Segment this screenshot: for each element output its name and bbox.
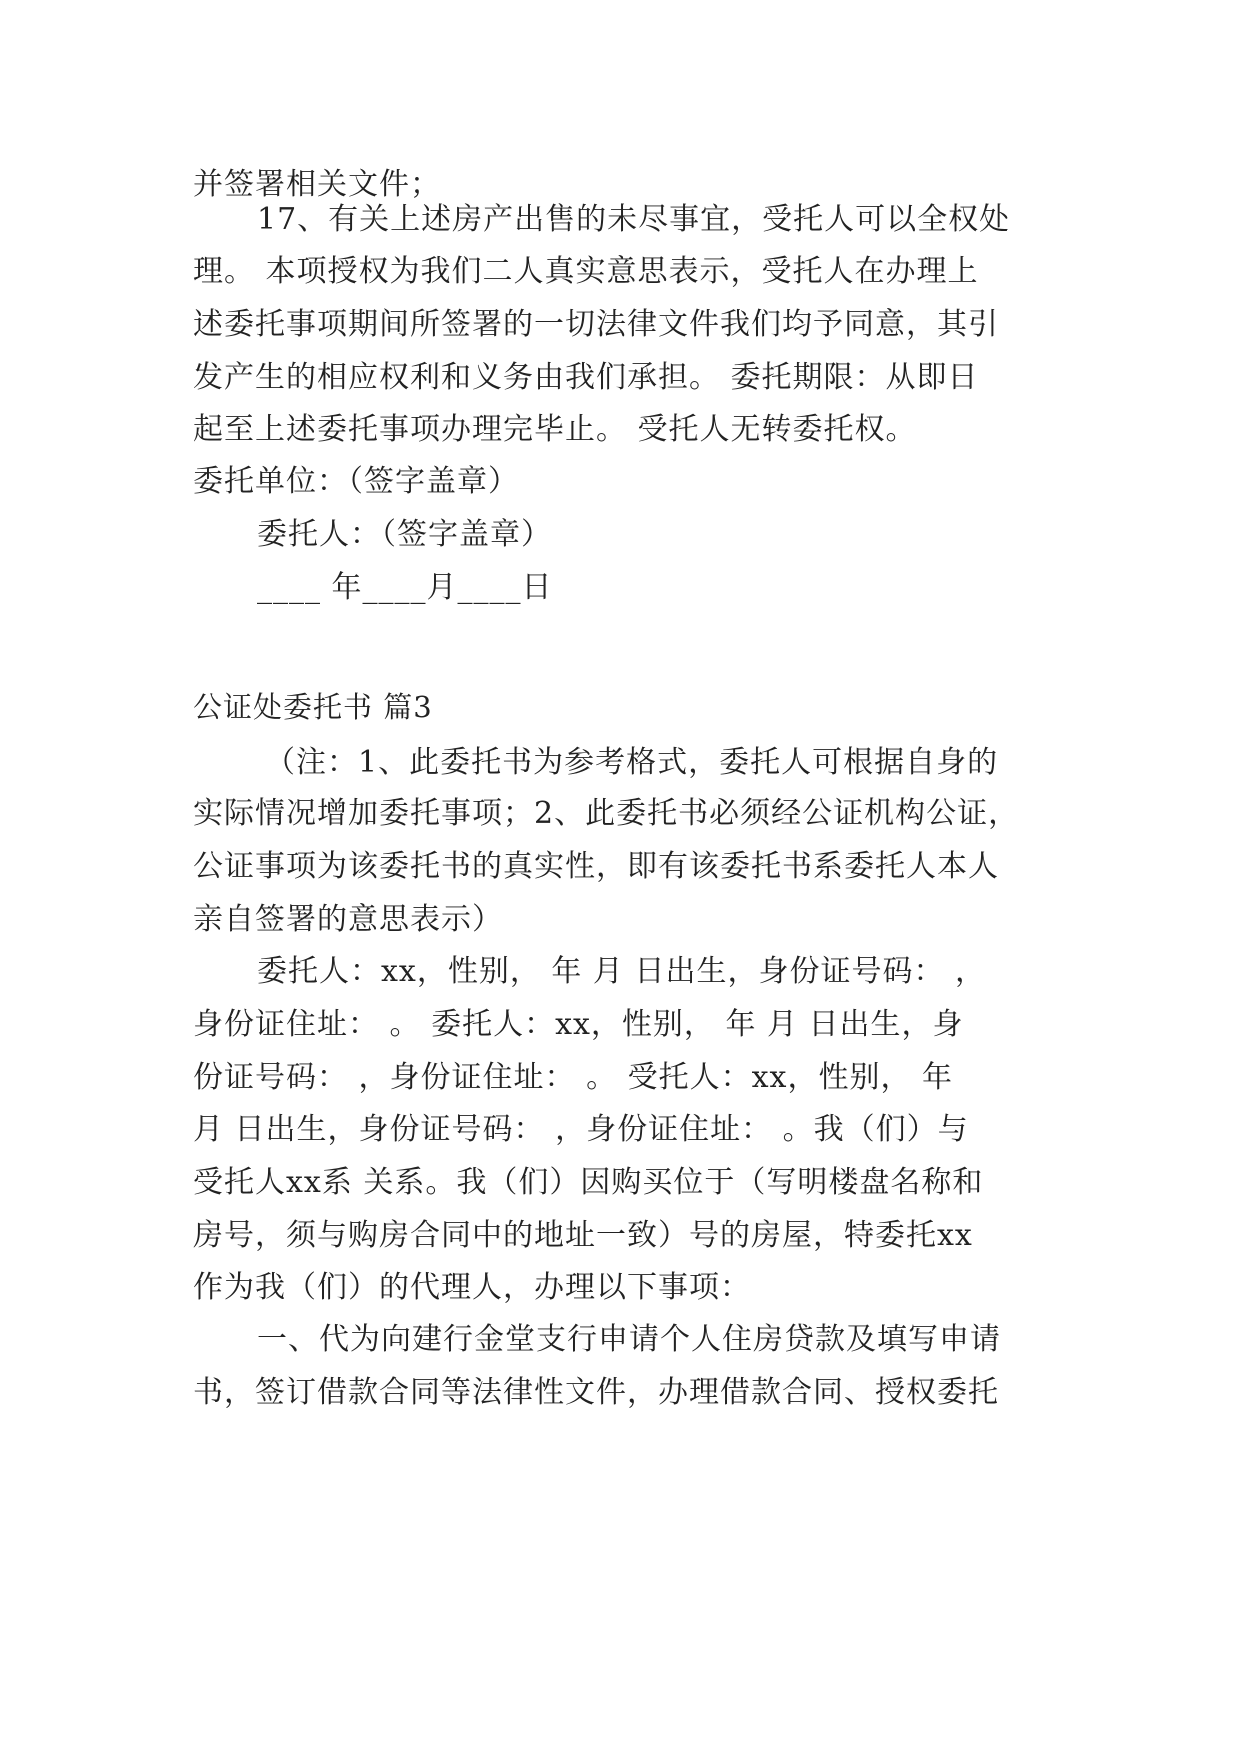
date-line: ____ 年____月____日 bbox=[257, 570, 553, 605]
text-line: 亲自签署的意思表示） bbox=[193, 902, 503, 937]
text-line: 月 日出生，身份证号码： ，身份证住址： 。我（们）与 bbox=[193, 1112, 969, 1147]
text-line: （注：1、此委托书为参考格式，委托人可根据自身的 bbox=[265, 745, 999, 780]
delegator-signature: 委托人：（签字盖章） bbox=[257, 517, 552, 552]
text-line: 委托人：xx，性别， 年 月 日出生，身份证号码： ， bbox=[257, 954, 986, 989]
text-line: 书，签订借款合同等法律性文件，办理借款合同、授权委托 bbox=[193, 1375, 999, 1410]
text-line: 实际情况增加委托事项；2、此委托书必须经公证机构公证， bbox=[193, 796, 1020, 831]
text-line: 公证事项为该委托书的真实性，即有该委托书系委托人本人 bbox=[193, 849, 999, 884]
text-line: 受托人xx系 关系。我（们）因购买位于（写明楼盘名称和 bbox=[193, 1165, 984, 1200]
text-line: 份证号码： ，身份证住址： 。 受托人：xx，性别， 年 bbox=[193, 1060, 953, 1095]
text-line: 作为我（们）的代理人，办理以下事项： bbox=[193, 1270, 751, 1305]
text-line: 房号，须与购房合同中的地址一致）号的房屋，特委托xx bbox=[193, 1218, 973, 1253]
delegating-unit-signature: 委托单位：（签字盖章） bbox=[193, 464, 519, 499]
text-line: 并签署相关文件； bbox=[193, 167, 441, 202]
text-line: 理。 本项授权为我们二人真实意思表示，受托人在办理上 bbox=[193, 254, 979, 289]
text-line: 发产生的相应权利和义务由我们承担。 委托期限：从即日 bbox=[193, 360, 979, 395]
text-line: 身份证住址： 。 委托人：xx，性别， 年 月 日出生，身 bbox=[193, 1007, 964, 1042]
section-title: 公证处委托书 篇3 bbox=[193, 690, 433, 724]
text-line: 述委托事项期间所签署的一切法律文件我们均予同意，其引 bbox=[193, 307, 999, 342]
text-line: 一、代为向建行金堂支行申请个人住房贷款及填写申请 bbox=[257, 1322, 1001, 1357]
text-line: 起至上述委托事项办理完毕止。 受托人无转委托权。 bbox=[193, 412, 917, 447]
text-line: 17、有关上述房产出售的未尽事宜，受托人可以全权处 bbox=[257, 202, 1011, 237]
